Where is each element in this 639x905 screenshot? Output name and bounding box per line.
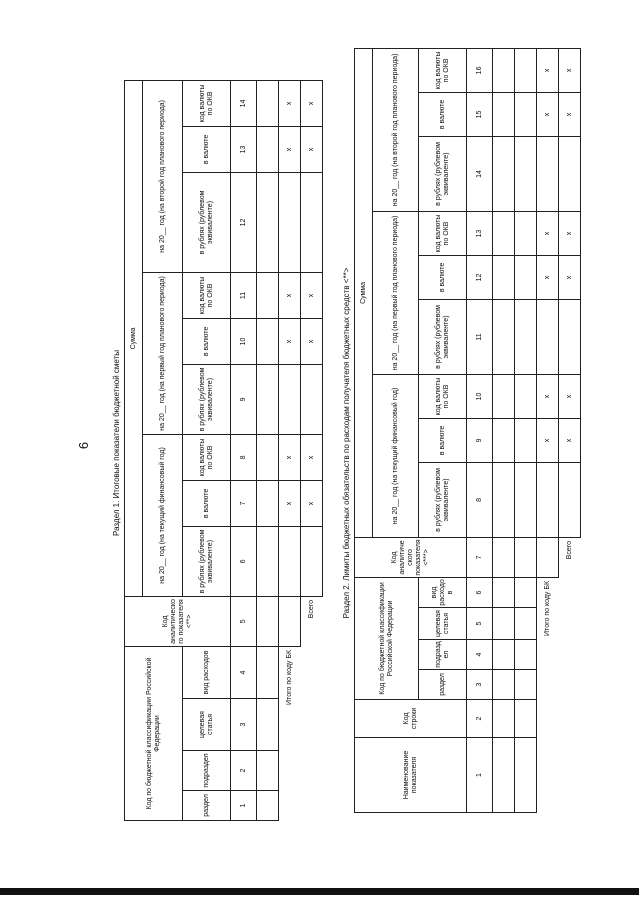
header-celevaya-statya: целевая статья	[183, 699, 231, 751]
header-rub-2: в рублях (рублевом эквиваленте)	[419, 299, 467, 374]
header-vid-rashodov: вид расходов	[183, 646, 231, 698]
x-mark: x	[279, 434, 301, 480]
col-num: 12	[231, 172, 257, 272]
vsego-label: Всего	[307, 599, 315, 619]
header-val-3: в валюте	[183, 126, 231, 172]
x-mark: x	[559, 374, 581, 418]
col-num: 6	[467, 577, 493, 607]
col-num: 4	[467, 640, 493, 670]
col-num: 16	[467, 48, 493, 92]
col-num: 1	[231, 791, 257, 821]
x-mark: x	[279, 80, 301, 126]
header-sum: Сумма	[125, 80, 143, 596]
header-val-2: в валюте	[183, 318, 231, 364]
x-mark: x	[279, 480, 301, 526]
col-num: 6	[231, 526, 257, 596]
section-1	[110, 53, 323, 833]
header-sum: Сумма	[355, 48, 373, 537]
header-name: Наименование показателя	[355, 738, 467, 813]
header-okv-2: код валюты по ОКВ	[183, 272, 231, 318]
header-bk-code: Код по бюджетной классификации Российской Федерации	[125, 646, 183, 820]
col-num: 7	[231, 480, 257, 526]
bottom-rule	[0, 888, 639, 895]
header-year-plan-1: на 20__ год (на первый год планового периода)	[143, 272, 183, 434]
col-num: 3	[467, 670, 493, 700]
x-mark: x	[301, 80, 323, 126]
budget-totals-table	[124, 80, 323, 821]
col-num: 11	[467, 299, 493, 374]
itogo-label: Итого по коду БК	[285, 649, 293, 705]
header-val-2: в валюте	[419, 255, 467, 299]
header-okv-3: код валюты по ОКВ	[419, 48, 467, 92]
x-mark: x	[301, 318, 323, 364]
section-1-title: Раздел 1. Итоговые показатели бюджетной сметы	[112, 350, 121, 536]
col-num: 8	[467, 462, 493, 537]
header-rub-3: в рублях (рублевом эквиваленте)	[183, 172, 231, 272]
itogo-row	[537, 48, 559, 812]
col-num: 5	[467, 608, 493, 640]
header-okv-1: код валюты по ОКВ	[419, 374, 467, 418]
col-num: 9	[467, 418, 493, 462]
col-num: 10	[231, 318, 257, 364]
header-vid-rashodov: вид расходов	[419, 577, 467, 607]
header-analytic-code: Код аналитического показателя <***>	[355, 537, 467, 577]
x-mark: x	[537, 211, 559, 255]
budget-limits-table	[354, 48, 581, 813]
col-num: 11	[231, 272, 257, 318]
header-year-plan-1: на 20__ год (на первый год планового периода)	[373, 211, 419, 374]
x-mark: x	[279, 318, 301, 364]
section-2	[340, 43, 581, 843]
x-mark: x	[559, 48, 581, 92]
x-mark: x	[537, 418, 559, 462]
header-celevaya-statya: целевая статья	[419, 608, 467, 640]
col-num: 13	[467, 211, 493, 255]
header-year-current: на 20__ год (на текущий финансовый год)	[373, 374, 419, 537]
x-mark: x	[559, 418, 581, 462]
header-razdel: раздел	[419, 670, 467, 700]
x-mark: x	[537, 48, 559, 92]
x-mark: x	[537, 92, 559, 136]
table-row	[515, 48, 537, 812]
header-rub-2: в рублях (рублевом эквиваленте)	[183, 364, 231, 434]
vsego-label: Всего	[565, 540, 573, 560]
col-num: 1	[467, 738, 493, 813]
header-analytic-code: Код аналитического показателя <**>	[125, 596, 231, 646]
col-num: 2	[467, 700, 493, 738]
header-bk-code: Код по бюджетной классификации Российской Федерации	[355, 577, 419, 699]
col-num: 4	[231, 646, 257, 698]
x-mark: x	[301, 434, 323, 480]
itogo-label: Итого по коду БК	[543, 580, 551, 636]
header-rub-1: в рублях (рублевом эквиваленте)	[183, 526, 231, 596]
x-mark: x	[537, 255, 559, 299]
table-row	[493, 48, 515, 812]
header-okv-1: код валюты по ОКВ	[183, 434, 231, 480]
col-num: 14	[231, 80, 257, 126]
x-mark: x	[537, 374, 559, 418]
vsego-row	[559, 48, 581, 812]
x-mark: x	[279, 272, 301, 318]
col-num: 15	[467, 92, 493, 136]
header-val-3: в валюте	[419, 92, 467, 136]
x-mark: x	[301, 480, 323, 526]
col-num: 13	[231, 126, 257, 172]
header-rub-1: в рублях (рублевом эквиваленте)	[419, 462, 467, 537]
itogo-row	[279, 80, 301, 820]
col-num: 3	[231, 699, 257, 751]
column-numbers-row	[467, 48, 493, 812]
header-podrazdel: подраздел	[183, 751, 231, 791]
x-mark: x	[301, 272, 323, 318]
header-podrazdel: подраздел	[419, 640, 467, 670]
x-mark: x	[559, 211, 581, 255]
x-mark: x	[279, 126, 301, 172]
x-mark: x	[559, 255, 581, 299]
header-year-current: на 20__ год (на текущий финансовый год)	[143, 434, 183, 596]
header-val-1: в валюте	[183, 480, 231, 526]
header-okv-3: код валюты по ОКВ	[183, 80, 231, 126]
header-rub-3: в рублях (рублевом эквиваленте)	[419, 136, 467, 211]
col-num: 14	[467, 136, 493, 211]
col-num: 8	[231, 434, 257, 480]
col-num: 9	[231, 364, 257, 434]
header-row-code: Код строки	[355, 700, 467, 738]
header-okv-2: код валюты по ОКВ	[419, 211, 467, 255]
section-2-title: Раздел 2. Лимиты бюджетных обязательств по расходам получателя бюджетных средств <**>	[342, 267, 351, 619]
header-year-plan-2: на 20__ год (на второй год планового периода)	[373, 48, 419, 211]
col-num: 2	[231, 751, 257, 791]
col-num: 7	[467, 537, 493, 577]
header-val-1: в валюте	[419, 418, 467, 462]
vsego-row	[301, 80, 323, 820]
col-num: 12	[467, 255, 493, 299]
x-mark: x	[301, 126, 323, 172]
col-num: 10	[467, 374, 493, 418]
table-row	[257, 80, 279, 820]
header-year-plan-2: на 20__ год (на второй год планового периода)	[143, 80, 183, 272]
col-num: 5	[231, 596, 257, 646]
x-mark: x	[559, 92, 581, 136]
column-numbers-row	[231, 80, 257, 820]
page-number: 6	[76, 441, 92, 450]
header-razdel: раздел	[183, 791, 231, 821]
